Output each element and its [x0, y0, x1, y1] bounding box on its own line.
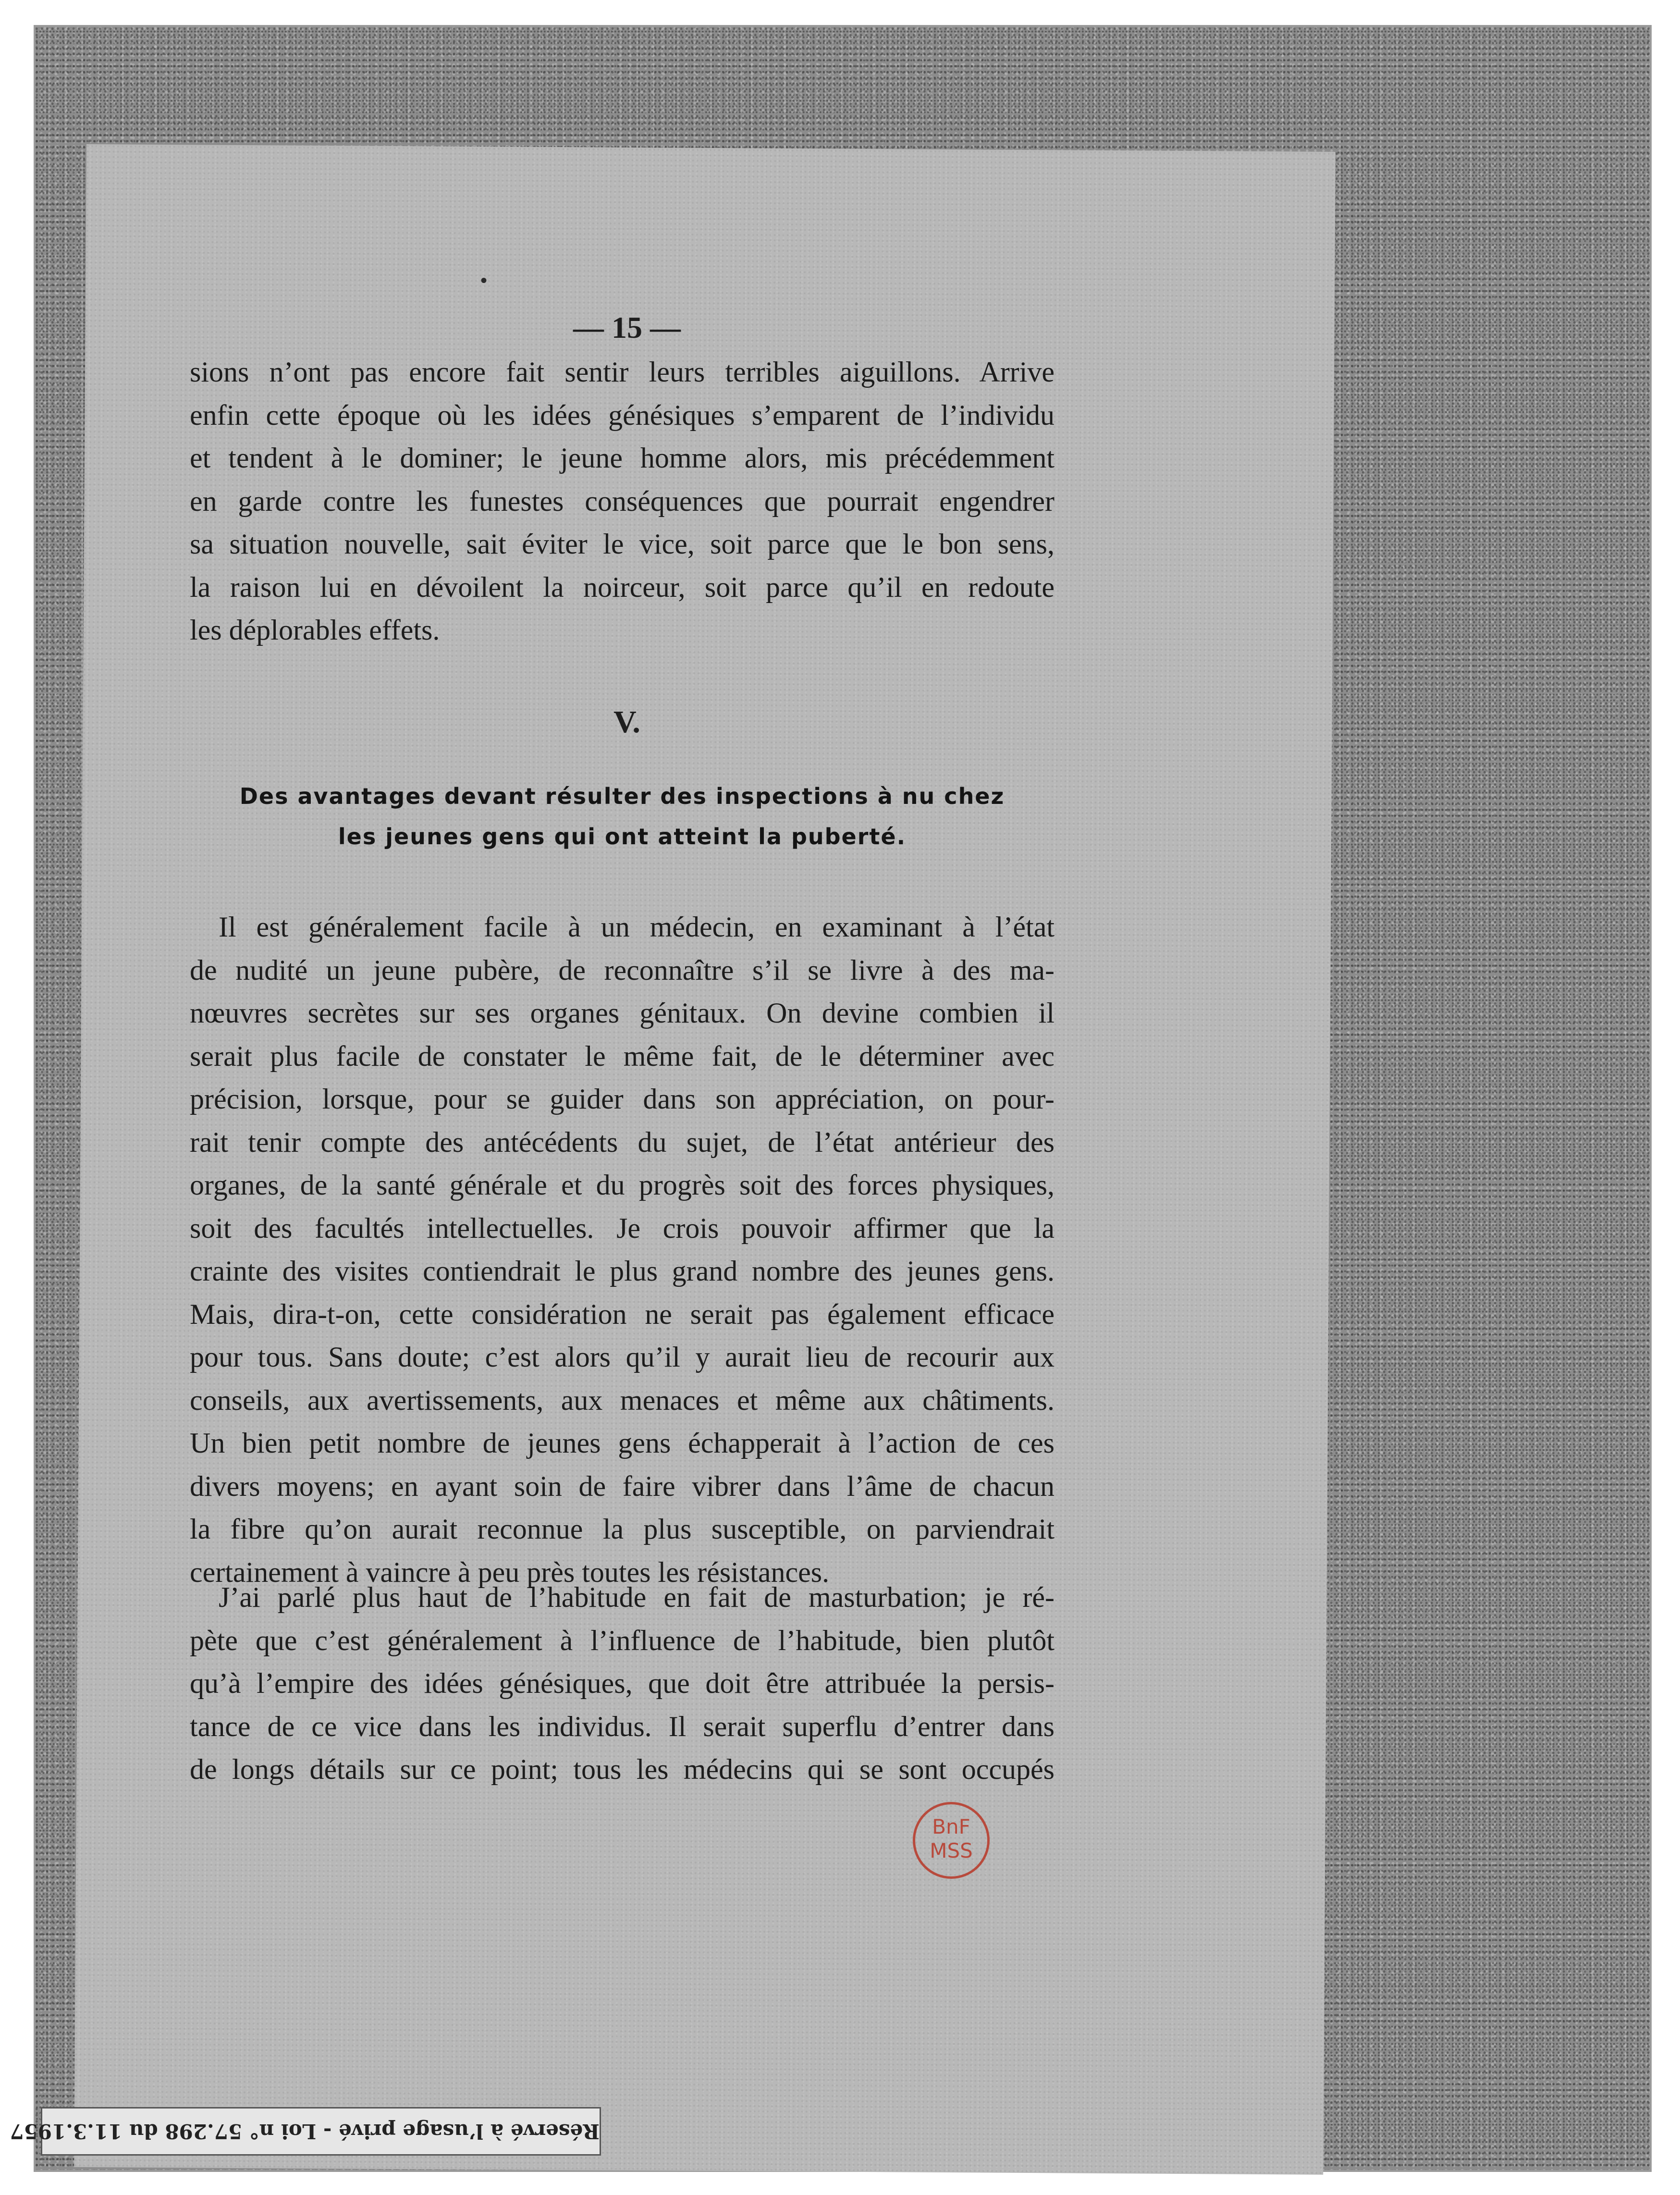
text-line: organes, de la santé générale et du progrès soit des forces physiques, [190, 1169, 1055, 1201]
text-line: qu’à l’empire des idées génésiques, que doit être attribuée la persis- [190, 1667, 1055, 1699]
page-number: — 15 — [573, 310, 681, 345]
text-line: sa situation nouvelle, sait éviter le vice, soit parce que le bon sens, [190, 528, 1055, 560]
section-title-line: Des avantages devant résulter des inspections à nu chez [239, 783, 1005, 809]
stamp-line: MSS [930, 1839, 973, 1862]
text-line: Mais, dira-t-on, cette considération ne serait pas également efficace [190, 1298, 1055, 1330]
bnf-library-stamp [913, 1802, 990, 1879]
text-line: et tendent à le dominer; le jeune homme alors, mis précédemment [190, 442, 1055, 474]
text-line: rait tenir compte des antécédents du sujet, de l’état antérieur des [190, 1126, 1055, 1158]
text-line: soit des facultés intellectuelles. Je crois pouvoir affirmer que la [190, 1212, 1055, 1244]
text-line: J’ai parlé plus haut de l’habitude en fait de masturbation; je ré- [219, 1581, 1055, 1613]
usage-notice-stamp: Réservé à l’usage privé - Loi n° 57.298 du 11.3.1957 [41, 2107, 601, 2156]
text-line: tance de ce vice dans les individus. Il serait superflu d’entrer dans [190, 1710, 1055, 1742]
text-line: serait plus facile de constater le même fait, de le déterminer avec [190, 1040, 1055, 1072]
text-line: crainte des visites contiendrait le plus grand nombre des jeunes gens. [190, 1255, 1055, 1287]
paragraph-1 [190, 351, 1055, 652]
text-line: conseils, aux avertissements, aux menaces et même aux châtiments. [190, 1384, 1055, 1416]
text-line: Un bien petit nombre de jeunes gens échapperait à l’action de ces [190, 1427, 1055, 1459]
ink-speck: • [480, 270, 488, 291]
section-number: V. [613, 704, 640, 740]
text-line: les déplorables effets. [190, 614, 440, 646]
text-line: en garde contre les funestes conséquences que pourrait engendrer [190, 485, 1055, 517]
paragraph-2 [190, 906, 1055, 1594]
text-line: divers moyens; en ayant soin de faire vibrer dans l’âme de chacun [190, 1470, 1055, 1502]
stamp-line: BnF [932, 1815, 970, 1838]
text-line: précision, lorsque, pour se guider dans son appréciation, on pour- [190, 1083, 1055, 1115]
text-line: la fibre qu’on aurait reconnue la plus susceptible, on parviendrait [190, 1513, 1055, 1545]
text-line: sions n’ont pas encore fait sentir leurs terribles aiguillons. Arrive [190, 356, 1055, 388]
text-line: enfin cette époque où les idées génésiques s’emparent de l’individu [190, 399, 1055, 431]
text-line: certainement à vaincre à peu près toutes les résistances. [190, 1556, 830, 1588]
text-line: la raison lui en dévoilent la noirceur, soit parce qu’il en redoute [190, 571, 1055, 603]
text-line: pète que c’est généralement à l’influence de l’habitude, bien plutôt [190, 1624, 1055, 1656]
section-title-line: les jeunes gens qui ont atteint la puberté. [338, 824, 907, 850]
section-title [192, 776, 1052, 857]
paragraph-3 [190, 1576, 1055, 1791]
text-line: Il est généralement facile à un médecin, en examinant à l’état [219, 911, 1055, 943]
text-line: pour tous. Sans doute; c’est alors qu’il y aurait lieu de recourir aux [190, 1341, 1055, 1373]
text-line: nœuvres secrètes sur ses organes génitaux. On devine combien il [190, 997, 1055, 1029]
text-line: de nudité un jeune pubère, de reconnaître s’il se livre à des ma- [190, 954, 1055, 986]
text-line: de longs détails sur ce point; tous les médecins qui se sont occupés [190, 1753, 1055, 1785]
